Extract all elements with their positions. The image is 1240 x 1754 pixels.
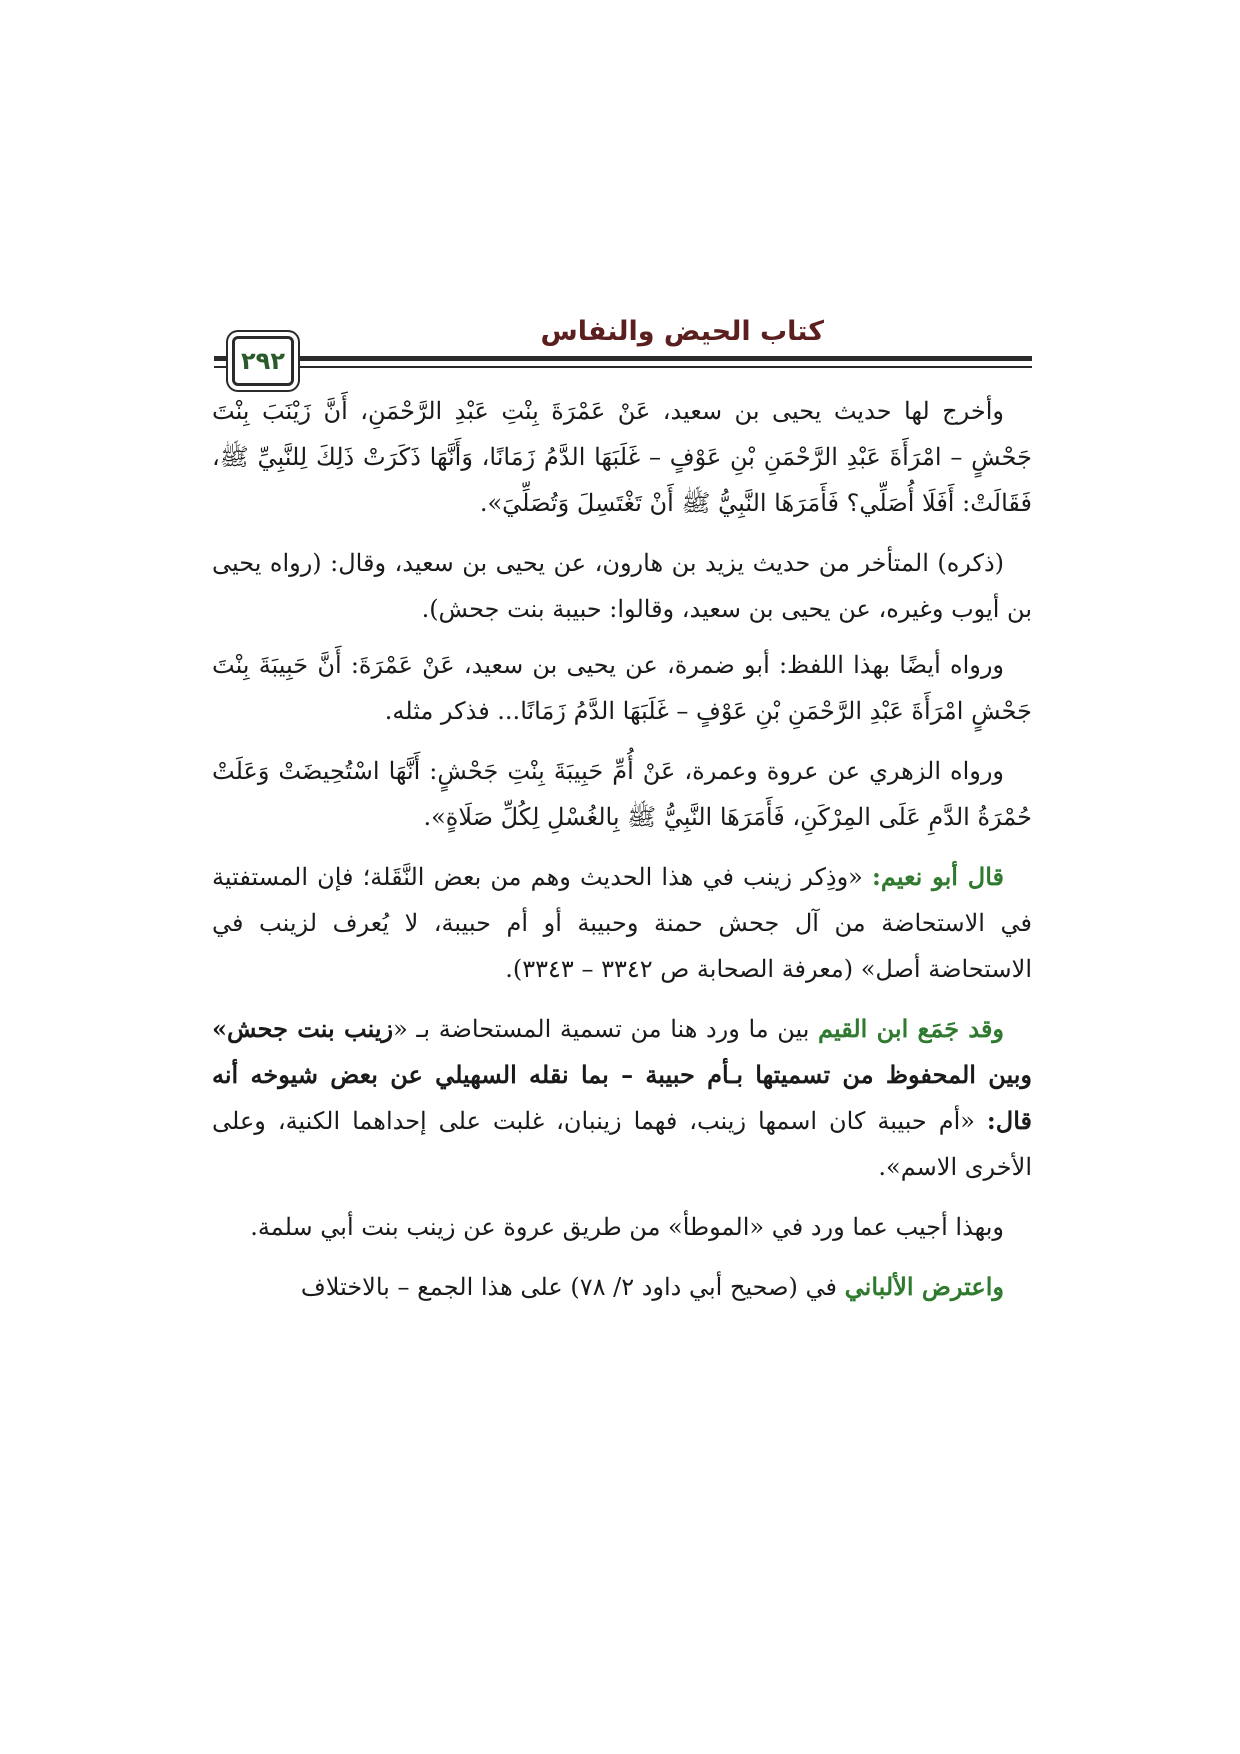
paragraph-6 <box>212 1006 1032 1190</box>
page-number-badge <box>232 336 294 386</box>
speaker-lead: قال أبو نعيم: <box>872 862 1004 891</box>
header-rule-thin <box>214 366 1032 368</box>
paragraph-8 <box>212 1264 1032 1310</box>
paragraph-7 <box>212 1204 1032 1250</box>
page-number: ٢٩٢ <box>241 347 285 375</box>
speaker-lead: واعترض الألباني <box>844 1272 1004 1301</box>
header-rule-thick <box>214 356 1032 361</box>
paragraph-text: وأخرج لها حديث يحيى بن سعيد، عَنْ عَمْرَةَ بِنْتِ عَبْدِ الرَّحْمَنِ، أَنَّ زَيْنَبَ بِنْتَ جَحْشٍ – امْرَأَةَ عَبْدِ الرَّحْمَنِ بْنِ عَوْفٍ – غَلَبَهَا الدَّمُ زَمَانًا، وَأَنَّهَا ذَكَرَتْ ذَلِكَ لِلنَّبِيِّ ﷺ، فَقَالَتْ: أَفَلَا أُصَلِّي؟ فَأَمَرَهَا النَّبِيُّ ﷺ أَنْ تَغْتَسِلَ وَتُصَلِّيَ». <box>212 397 1032 517</box>
paragraph-2 <box>212 540 1032 632</box>
paragraph-bold-text: زينب بنت جحش» وبين المحفوظ من تسميتها بـأم حبيبة – بما نقله السهيلي عن بعض شيوخه أنه قال: <box>212 1014 1032 1135</box>
paragraph-4 <box>212 748 1032 840</box>
paragraph-text: وبهذا أجيب عما ورد في «الموطأ» من طريق عروة عن زينب بنت أبي سلمة. <box>250 1213 1004 1241</box>
paragraph-text: «وذِكر زينب في هذا الحديث وهم من بعض النَّقَلة؛ فإن المستفتية في الاستحاضة من آل جحش حمنة وحبيبة أو أم حبيبة، لا يُعرف لزينب في الاستحاضة أصل» (معرفة الصحابة ص ٣٣٤٢ – ٣٣٤٣). <box>212 863 1033 983</box>
page-body <box>212 388 1032 1324</box>
speaker-lead: وقد جَمَع ابن القيم <box>817 1014 1005 1043</box>
paragraph-text: (ذكره) المتأخر من حديث يزيد بن هارون، عن يحيى بن سعيد، وقال: (رواه يحيى بن أيوب وغيره، عن يحيى بن سعيد، وقالوا: حبيبة بنت جحش). <box>212 549 1032 623</box>
paragraph-text: «أم حبيبة كان اسمها زينب، فهما زينبان، غلبت على إحداهما الكنية، وعلى الأخرى الاسم». <box>212 1107 1032 1181</box>
paragraph-text: في (صحيح أبي داود ٢/ ٧٨) على هذا الجمع – بالاختلاف <box>300 1273 845 1301</box>
paragraph-text: بين ما ورد هنا من تسمية المستحاضة بـ « <box>393 1015 818 1043</box>
book-title: كتاب الحيض والنفاس <box>540 316 824 347</box>
page-header <box>214 316 1032 386</box>
paragraph-1 <box>212 388 1032 526</box>
paragraph-3 <box>212 642 1032 734</box>
paragraph-text: ورواه الزهري عن عروة وعمرة، عَنْ أُمِّ حَبِيبَةَ بِنْتِ جَحْشٍ: أَنَّهَا اسْتُحِيضَتْ وَعَلَتْ حُمْرَةُ الدَّمِ عَلَى المِرْكَنِ، فَأَمَرَهَا النَّبِيُّ ﷺ بِالغُسْلِ لِكُلِّ صَلَاةٍ». <box>212 757 1032 831</box>
paragraph-text: ورواه أيضًا بهذا اللفظ: أبو ضمرة، عن يحيى بن سعيد، عَنْ عَمْرَةَ: أَنَّ حَبِيبَةَ بِنْتَ جَحْشٍ امْرَأَةَ عَبْدِ الرَّحْمَنِ بْنِ عَوْفٍ – غَلَبَهَا الدَّمُ زَمَانًا... فذكر مثله. <box>212 651 1032 725</box>
paragraph-5 <box>212 854 1032 992</box>
